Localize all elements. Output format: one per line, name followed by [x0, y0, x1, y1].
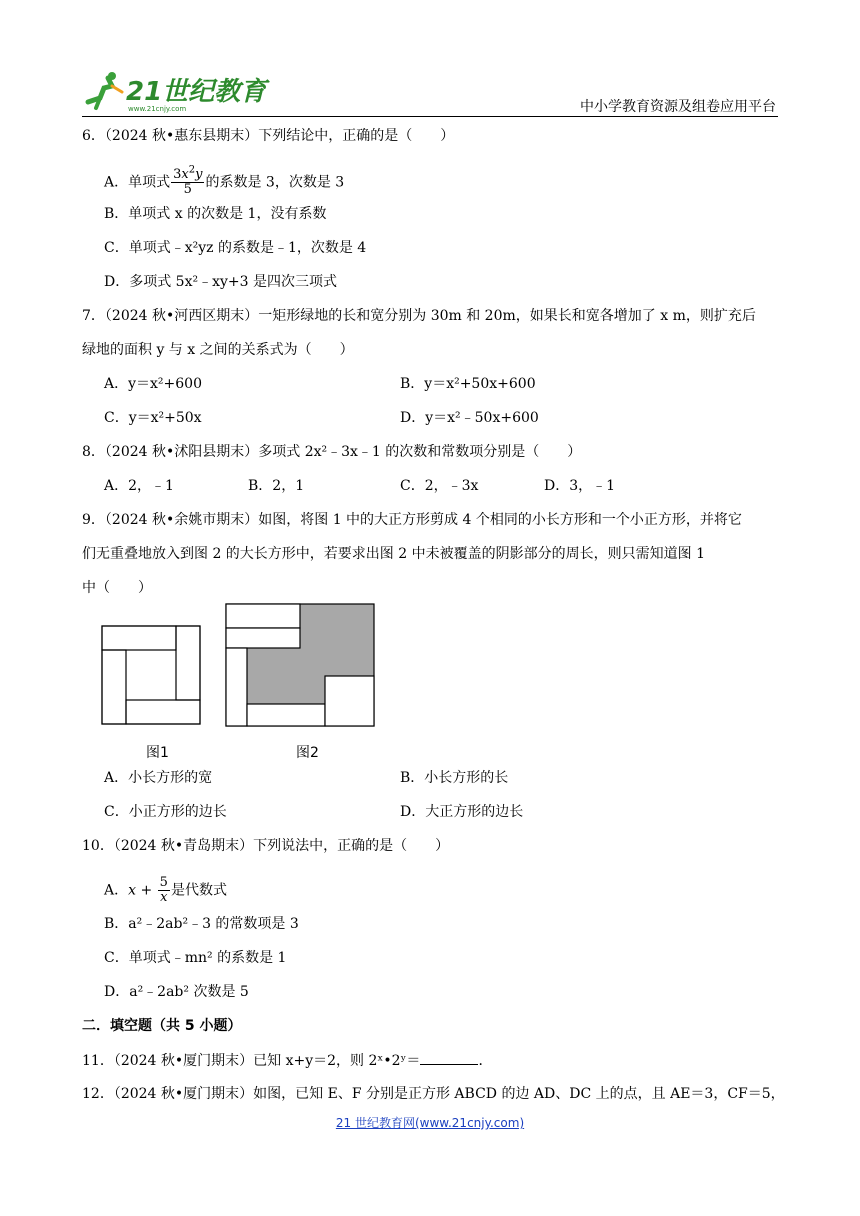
q9-stem-line3: 中（ ）: [82, 580, 152, 596]
fraction-5-over-x: $\frac{5}{x}$: [159, 875, 168, 905]
q10-option-c: C．单项式﹣mn² 的系数是 1: [104, 950, 287, 966]
q7-option-c: C．y＝x²+50x: [104, 410, 202, 426]
figure-1: [100, 624, 204, 728]
q6-stem: 6．（2024 秋•惠东县期末）下列结论中，正确的是（ ）: [82, 128, 455, 144]
q9-option-b: B．小长方形的长: [400, 770, 509, 786]
q9-option-a: A．小长方形的宽: [104, 770, 213, 786]
page-header: [0, 0, 860, 118]
q9-option-d: D．大正方形的边长: [400, 804, 524, 820]
q7-option-d: D．y＝x²﹣50x+600: [400, 410, 539, 426]
q10-option-d: D．a²﹣2ab² 次数是 5: [104, 984, 249, 1000]
footer-link[interactable]: 21 世纪教育网(www.21cnjy.com): [335, 1116, 525, 1130]
q8-option-b: B．2，1: [248, 478, 305, 494]
q7-option-b: B．y＝x²+50x+600: [400, 376, 536, 392]
logo-url: www.21cnjy.com: [128, 105, 187, 113]
q8-option-a: A．2，﹣1: [104, 478, 174, 494]
q6-option-c: C．单项式﹣x²yz 的系数是﹣1，次数是 4: [104, 240, 367, 256]
q11-prefix: 11．（2024 秋•厦门期末）已知 x+y＝2，则 2ˣ•2ʸ＝: [82, 1053, 421, 1069]
q8-option-d: D．3，﹣1: [544, 478, 616, 494]
q11-suffix: ．: [478, 1053, 493, 1069]
q6-a-prefix: A．单项式: [104, 174, 171, 191]
q6-option-d: D．多项式 5x²﹣xy+3 是四次三项式: [104, 274, 337, 290]
q11-answer-blank: [420, 1050, 478, 1065]
q12-stem-line1: 12．（2024 秋•厦门期末）如图，已知 E、F 分别是正方形 ABCD 的边 AD、DC 上的点，且 AE＝3，CF＝5，: [82, 1086, 785, 1102]
q8-option-c: C．2，﹣3x: [400, 478, 479, 494]
q9-option-c: C．小正方形的边长: [104, 804, 227, 820]
q10-option-a: A．x + $\frac{5}{x}$ 是代数式: [104, 875, 227, 905]
figure-1-caption: 图1: [146, 745, 169, 761]
header-divider: [82, 116, 778, 117]
logo-21cnjy: [82, 68, 267, 114]
fraction-3x2y-over-5: $\frac{3x^2y}{5}$: [173, 164, 203, 197]
q10-a-prefix: A．: [104, 882, 129, 899]
q7-stem-line1: 7．（2024 秋•河西区期末）一矩形绿地的长和宽分别为 30m 和 20m，如果长和宽各增加了 x m，则扩充后: [82, 308, 756, 324]
q8-stem: 8．（2024 秋•沭阳县期末）多项式 2x²﹣3x﹣1 的次数和常数项分别是（ ）: [82, 444, 582, 460]
q9-stem-line1: 9．（2024 秋•余姚市期末）如图，将图 1 中的大正方形剪成 4 个相同的小长方形和一个小正方形，并将它: [82, 512, 742, 528]
runner-icon: [88, 72, 122, 108]
q6-a-suffix: 的系数是 3，次数是 3: [205, 174, 345, 191]
logo-text: 21世纪教育: [126, 77, 267, 107]
q10-option-b: B．a²﹣2ab²﹣3 的常数项是 3: [104, 916, 299, 932]
q10-a-suffix: 是代数式: [170, 882, 227, 899]
section-heading-fill-in: 二．填空题（共 5 小题）: [82, 1018, 242, 1034]
q7-stem-line2: 绿地的面积 y 与 x 之间的关系式为（ ）: [82, 342, 354, 358]
q6-option-a: [104, 164, 345, 197]
q11-stem: [82, 1050, 492, 1071]
q9-stem-line2: 们无重叠地放入到图 2 的大长方形中，若要求出图 2 中未被覆盖的阴影部分的周长，则只需知道图 1: [82, 546, 705, 562]
platform-name: 中小学教育资源及组卷应用平台: [580, 99, 776, 115]
q6-option-b: B．单项式 x 的次数是 1，没有系数: [104, 206, 327, 222]
figure-2: [224, 602, 376, 728]
q7-option-a: A．y＝x²+600: [104, 376, 202, 392]
figure-2-caption: 图2: [296, 745, 319, 761]
q10-stem: 10．（2024 秋•青岛期末）下列说法中，正确的是（ ）: [82, 838, 450, 854]
